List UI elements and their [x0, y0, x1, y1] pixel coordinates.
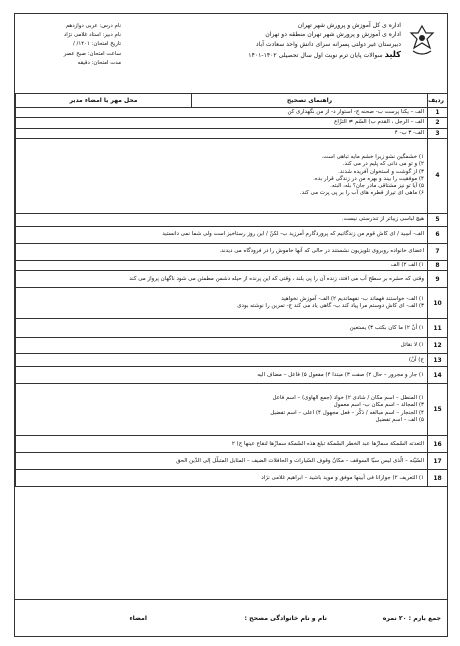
answer-line: الف- اَسِید / ای کاش قوم من زندگانیم که پروردگارم آمرزید ب- لکنّ / این روز رستاخیز است ولی شما نمی دانستید: [162, 231, 424, 238]
header-line-1: اداره ی کل آموزش و پرورش شهر تهران: [297, 22, 401, 29]
table-row: [16, 319, 448, 338]
row-number: 1: [428, 108, 448, 118]
header-line-4: سوالات پایان ترم نوبت اول سال تحصیلی ۱۴۰۲-۱۴۰۱: [248, 52, 383, 59]
answer-cell: [16, 436, 428, 453]
answer-line: ۴) موفقیت را بیند و بهره من در زندگی قرار بده.: [313, 175, 424, 182]
answer-cell: [16, 271, 428, 288]
row-number: 5: [428, 213, 448, 226]
answer-line: ۱) خشمگین نشو زیرا خشم مایه تباهی است.: [321, 154, 424, 160]
answer-table: [15, 93, 448, 487]
table-row: [16, 108, 448, 118]
answer-line: هیچ لباسی زیباتر از تندرستی نیست.: [341, 216, 424, 223]
answer-cell: [16, 108, 428, 118]
table-row: [16, 453, 448, 470]
row-number: 18: [428, 470, 448, 487]
answer-line: ۱) الف ۲) الف: [390, 261, 424, 268]
answer-cell: [16, 118, 428, 128]
answer-line: التعدته السّمکة سمارّها عبد الخطر السّمکة تبلغ هذه السّمکة سمارّها لنقاع عینها ج) ۲: [231, 440, 424, 447]
table-row: [16, 128, 448, 138]
signature-label: امضاء: [129, 614, 147, 622]
footer: [15, 599, 447, 636]
row-number: 9: [428, 271, 448, 288]
header: [15, 14, 447, 93]
header-line-4-wrapper: [248, 51, 401, 59]
answer-line: ۳) المجالد – اسم مکان ب- اسم معمول: [333, 402, 424, 409]
exam-duration: مدت امتحان: دقیقه: [77, 59, 121, 66]
row-number: 6: [428, 226, 448, 243]
answer-line: ۵) الف – اسم تفضیل: [375, 416, 424, 423]
header-line-3: دبیرستان غیر دولتی پسرانه سرای دانش واحد سعادت آباد: [255, 41, 401, 48]
col-header-stamp: محل مهر یا امضاء مدیر: [16, 94, 192, 108]
answer-line: ۱) الف- خواستند فهماند ب- نفهماندیم ۲) الف- آموزش نخواهید: [281, 295, 424, 302]
answer-line: ۱) جار و مجرور – حال ۲) صفت ۳) مبتدا ۴) مفعول ۵) فاعل – مضاف الیه: [257, 371, 424, 378]
answer-cell: [16, 128, 428, 138]
answer-line: الف – الرجل ، القدم ب) السّم ≠ الترّاع: [334, 119, 424, 126]
answer-line: ۶) ماهی ای تیراز قطره های آب را بر پی پرت می کند.: [299, 190, 424, 197]
table-row: [16, 118, 448, 128]
table-row: [16, 338, 448, 354]
answer-cell: [16, 288, 428, 319]
header-line-2: اداره ی آموزش و پرورش شهر تهران منطقه دو تهران: [265, 31, 401, 38]
table-row: [16, 436, 448, 453]
answer-line: ۲) و تو می دانی که پلیم در می کند.: [342, 161, 424, 168]
answer-line: ۱) التعریف ۲) جوارانا فی أبینها موفق و موید باشید – ابراهیم غلامی نژاد: [261, 474, 424, 481]
table-row: [16, 354, 448, 367]
answer-cell: [16, 384, 428, 436]
table-row: [16, 213, 448, 226]
table-row: [16, 384, 448, 436]
answer-cell: [16, 243, 428, 260]
answer-line: الف- ۳ ب- ۴: [394, 129, 424, 136]
answer-line: ۱) المنطل – اسم مکان / شادی ۲) خواد (جمع الهاوی) – اسم فاعل: [272, 395, 424, 402]
answer-cell: [16, 338, 428, 354]
table-row: [16, 226, 448, 243]
teacher-name: نام دبیر: استاد غلامی نژاد: [63, 32, 121, 39]
answer-line: اعضای خانواده روبروی تلویزیون نشستند در حالی که آنها خاموش را در فرودگاه می دیدند.: [219, 248, 424, 255]
answer-cell: [16, 453, 428, 470]
table-row: [16, 243, 448, 260]
answer-cell: [16, 470, 428, 487]
row-number: 7: [428, 243, 448, 260]
key-label: کلید: [384, 49, 401, 59]
table-row: [16, 271, 448, 288]
answer-cell: [16, 226, 428, 243]
table-row: [16, 260, 448, 270]
answer-line: ج) أنْ): [408, 356, 424, 363]
table-row: [16, 288, 448, 319]
answer-line: ۱) أنّ ۲) ما کان بکتب ۳) یستعین: [349, 324, 424, 331]
answer-cell: [16, 354, 428, 367]
answer-line: ۱) لا نقاتل: [400, 342, 424, 349]
table-header-row: [16, 94, 448, 108]
corrector-name: نام و نام خانوادگی مصحح :: [244, 614, 327, 622]
col-header-guide: راهنمای تصحیح: [192, 94, 428, 108]
answer-cell: [16, 367, 428, 384]
row-number: 8: [428, 260, 448, 270]
answer-line: ۳) از گوشت و استخوان آفریده شدند.: [338, 168, 424, 175]
row-number: 3: [428, 128, 448, 138]
table-row: [16, 367, 448, 384]
answer-cell: [16, 319, 428, 338]
exam-date: تاریخ امتحان: ۱۴۰۱/ /: [72, 41, 121, 48]
row-number: 10: [428, 288, 448, 319]
answer-line: وقتی که حشره بر سطح آب می افتد، زنده آن را پی بلند ، وقتی که این پرنده از حیله دشمن مطمئن می شود ناگهان پرواز می کند: [129, 275, 424, 282]
row-number: 17: [428, 453, 448, 470]
exam-info-box: [21, 22, 121, 68]
education-emblem-icon: [407, 24, 437, 58]
course-name: نام درس: عربی دوازدهم: [65, 23, 121, 29]
row-number: 14: [428, 367, 448, 384]
answer-line: ۳) الف- ای کاش دوستم مرا پیاد کند ب- گاهی یاد می کند ج- تمرین را نوشته بودی: [237, 303, 424, 310]
row-number: 15: [428, 384, 448, 436]
answer-line: السّیّته – الّذی لیس سیّا السوقف – مکانُ وقوف السّیارات و الحافلات الضیف – المثابل المتبلّل إلی الدّین الحق: [176, 457, 424, 464]
row-number: 2: [428, 118, 448, 128]
row-number: 4: [428, 138, 448, 213]
row-number: 11: [428, 319, 448, 338]
answer-cell: [16, 260, 428, 270]
answer-cell: [16, 213, 428, 226]
answer-line: ۵) آیا تو نیز مشتاقی مادر جان؟ بله، البته.: [330, 183, 424, 190]
row-number: 13: [428, 354, 448, 367]
row-number: 16: [428, 436, 448, 453]
answer-line: ۴) الجنجار – اسم مبالغه / ذکّر – فعل مجهول ۴) اعلی – اسم تفضیل: [270, 409, 424, 416]
answer-line: الف – یکنا پرست ب- صحنه ج- استوار د- از من نگهداری کن: [287, 109, 424, 115]
table-row: [16, 138, 448, 213]
answer-sheet: [14, 13, 448, 637]
col-header-row: ردیف: [428, 94, 448, 108]
table-row: [16, 470, 448, 487]
total-score: جمع بارم : ۲۰ نمره: [382, 614, 441, 622]
answer-cell: [16, 138, 428, 213]
exam-time: ساعت امتحان: صبح عصر: [63, 50, 121, 57]
row-number: 12: [428, 338, 448, 354]
